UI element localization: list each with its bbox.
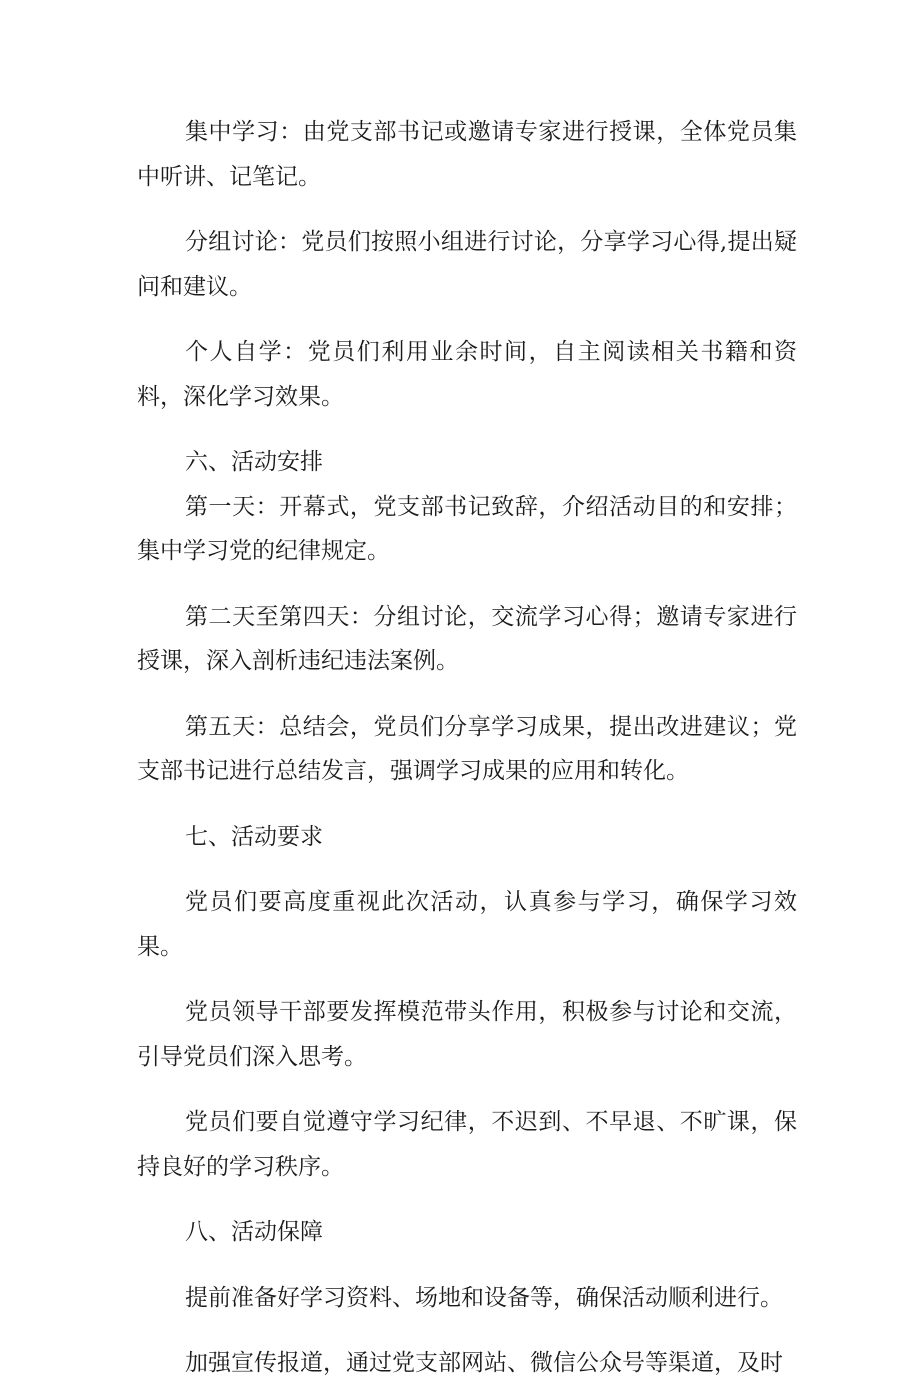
document-body <box>137 110 797 1386</box>
paragraph-requirement-one: 党员们要高度重视此次活动，认真参与学习，确保学习效果。 <box>137 889 797 960</box>
paragraph-requirement-three: 党员们要自觉遵守学习纪律，不迟到、不早退、不旷课，保持良好的学习秩序。 <box>137 1109 797 1180</box>
heading-activity-support: 八、活动保障 <box>185 1219 323 1245</box>
paragraph-centralized-study: 集中学习：由党支部书记或邀请专家进行授课，全体党员集中听讲、记笔记。 <box>137 119 797 190</box>
paragraph-self-study: 个人自学：党员们利用业余时间，自主阅读相关书籍和资料，深化学习效果。 <box>137 339 797 410</box>
heading-activity-requirements: 七、活动要求 <box>185 823 323 850</box>
heading-activity-schedule: 六、活动安排 <box>185 449 323 475</box>
paragraph-day-two-to-four: 第二天至第四天：分组讨论，交流学习心得；邀请专家进行授课，深入剖析违纪违法案例。 <box>137 603 797 674</box>
paragraph-group-discussion: 分组讨论：党员们按照小组进行讨论，分享学习心得,提出疑问和建议。 <box>137 229 797 300</box>
paragraph-day-one: 第一天：开幕式，党支部书记致辞，介绍活动目的和安排；集中学习党的纪律规定。 <box>137 493 797 564</box>
paragraph-support-two: 加强宣传报道，通过党支部网站、微信公众号等渠道，及时 <box>185 1350 783 1376</box>
paragraph-support-one: 提前准备好学习资料、场地和设备等，确保活动顺利进行。 <box>185 1284 783 1311</box>
paragraph-day-five: 第五天：总结会，党员们分享学习成果，提出改进建议；党支部书记进行总结发言，强调学习成果的应用和转化。 <box>137 713 797 784</box>
paragraph-requirement-two: 党员领导干部要发挥模范带头作用，积极参与讨论和交流，引导党员们深入思考。 <box>137 999 797 1070</box>
